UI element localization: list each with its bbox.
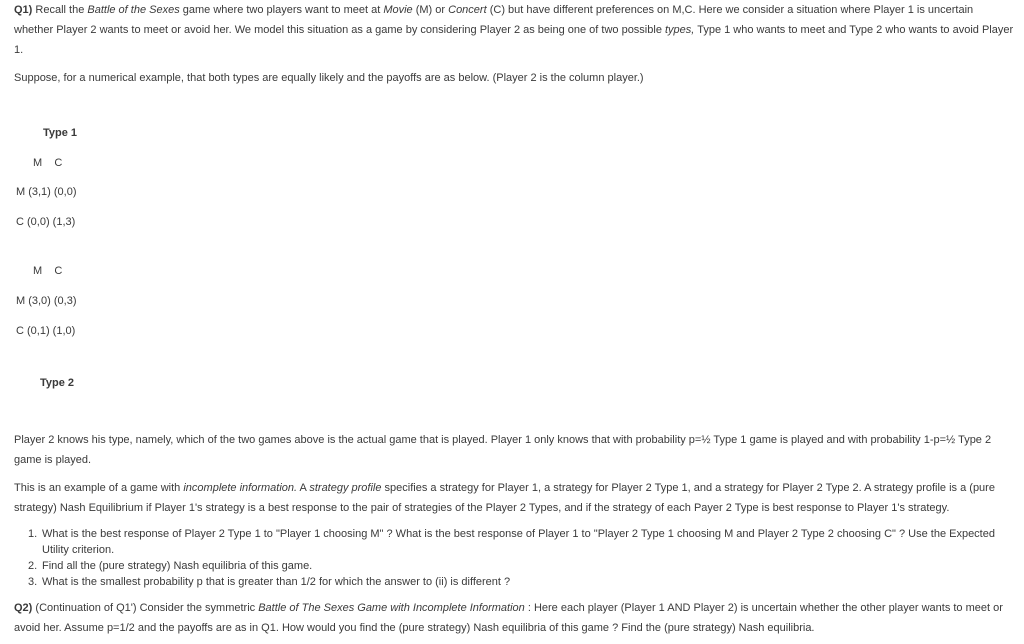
question-text: What is the best response of Player 2 Type 1 to "Player 1 choosing M" ? What is the best response of Player 1 to "Player 2 Type 1 choosing M and Player 2 Type 2 choosing C" ? Use the Expected Utility criterion.: [42, 528, 995, 556]
type2-label: Type 2: [40, 377, 75, 389]
q1-text: Recall the: [32, 4, 88, 16]
incomplete-text: This is an example of a game with: [14, 482, 184, 494]
q2-text: (Continuation of Q1') Consider the symmetric: [32, 602, 259, 614]
q1-game-name: Battle of the Sexes: [87, 4, 180, 16]
q1-intro-paragraph: [14, 0, 1014, 60]
question-number: 1.: [28, 528, 38, 540]
type1-row-m: M (3,1) (0,0): [16, 186, 77, 198]
q2-paragraph: [14, 598, 1014, 638]
q2-game-name: Battle of The Sexes Game with Incomplete Information: [258, 602, 525, 614]
type1-row-c: C (0,0) (1,3): [16, 216, 76, 228]
type2-column-header: M C: [33, 265, 63, 277]
q1-number: Q1): [14, 4, 33, 16]
question-item: [28, 558, 1018, 574]
q1-text: (M) or: [412, 4, 449, 16]
type1-label: Type 1: [43, 127, 78, 139]
incomplete-information-term: incomplete information.: [183, 482, 298, 494]
incomplete-text: specifies a strategy for Player 1, a strategy for Player 2 Type 1, and a strategy for Player 2 Type 2. A strategy profile is a (pure strategy) Nash Equilibrium if Player 1's strategy is a best response to the pair of strategies of the Player 2 Types, and if the strategy of each Payer 2 Type is best response to Player 1's strategy.: [14, 482, 995, 514]
type2-row-m: M (3,0) (0,3): [16, 295, 77, 307]
q2-number: Q2): [14, 602, 33, 614]
q1-concert: Concert: [448, 4, 487, 16]
question-item: [28, 574, 1018, 590]
q1-text: (C) but have different preferences on M,C. Here we consider a situation where Player 1 is uncertain whether Player 2 wants to meet or avoid her. We model this situation as a game by considering Player 2 as being one of two possible: [14, 4, 974, 36]
question-number: 3.: [28, 576, 38, 588]
question-text: Find all the (pure strategy) Nash equilibria of this game.: [42, 560, 313, 572]
knows-paragraph: Player 2 knows his type, namely, which of the two games above is the actual game that is played. Player 1 only knows that with probability p=½ Type 1 game is played and with probability 1-p=½ Type 2 game is played.: [14, 434, 992, 466]
question-text: What is the smallest probability p that is greater than 1/2 for which the answer to (ii) is different ?: [42, 576, 511, 588]
q1-text: game where two players want to meet at: [179, 4, 384, 16]
q1-types: types,: [665, 24, 695, 36]
question-number: 2.: [28, 560, 38, 572]
incomplete-info-paragraph: [14, 478, 1014, 518]
type2-row-c: C (0,1) (1,0): [16, 325, 76, 337]
incomplete-text: A: [297, 482, 310, 494]
question-item: [28, 526, 1018, 558]
type1-column-header: M C: [33, 157, 63, 169]
strategy-profile-term: strategy profile: [309, 482, 382, 494]
question-list: [28, 526, 1018, 590]
q1-numerical-example: Suppose, for a numerical example, that both types are equally likely and the payoffs are as below. (Player 2 is the column player.): [14, 72, 644, 84]
q2-text: : Here each player (Player 1 AND Player 2) is uncertain whether the other player wants to meet or avoid her. Assume p=1/2 and the payoffs are as in Q1. How would you find the (pure strategy) Nash equilibria of this game ? Find the (pure strategy) Nash equilibria.: [14, 602, 1003, 634]
q1-text: Type 1 who wants to meet and Type 2 who wants to avoid Player 1.: [14, 24, 1014, 56]
q1-movie: Movie: [383, 4, 413, 16]
